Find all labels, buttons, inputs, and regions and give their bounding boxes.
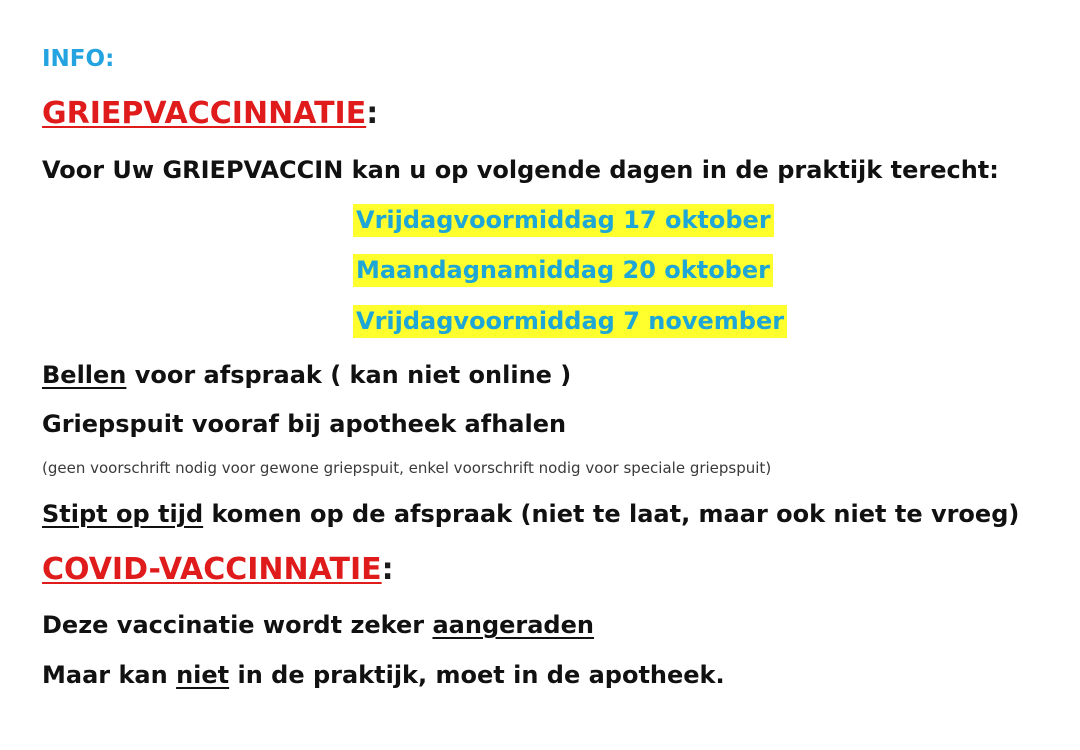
aangeraden-emphasis: aangeraden xyxy=(432,611,594,639)
maar-rest: in de praktijk, moet in de apotheek. xyxy=(229,661,725,689)
stipt-emphasis: Stipt op tijd xyxy=(42,500,204,528)
covid-heading-colon: : xyxy=(381,552,394,587)
voorschrift-note: (geen voorschrift nodig voor gewone griepspuit, enkel voorschrift nodig voor speciale griepspuit) xyxy=(42,459,772,477)
griep-heading xyxy=(42,96,378,131)
covid-heading xyxy=(42,552,394,587)
date-item: Maandagnamiddag 20 oktober xyxy=(353,254,773,287)
deze-line xyxy=(42,611,594,639)
date-item: Vrijdagvoormiddag 7 november xyxy=(353,305,787,338)
date-item: Vrijdagvoormiddag 17 oktober xyxy=(353,204,774,237)
griep-heading-text: GRIEPVACCINNATIE xyxy=(42,96,367,131)
covid-heading-text: COVID-VACCINNATIE xyxy=(42,552,382,587)
bellen-rest: voor afspraak ( kan niet online ) xyxy=(126,361,572,389)
maar-prefix: Maar kan xyxy=(42,661,177,689)
bellen-line xyxy=(42,361,571,389)
niet-emphasis: niet xyxy=(176,661,230,689)
griep-heading-colon: : xyxy=(366,96,379,131)
stipt-rest: komen op de afspraak (niet te laat, maar ook niet te vroeg) xyxy=(203,500,1020,528)
griepspuit-line: Griepspuit vooraf bij apotheek afhalen xyxy=(42,410,567,438)
bellen-emphasis: Bellen xyxy=(42,361,127,389)
griep-intro: Voor Uw GRIEPVACCIN kan u op volgende dagen in de praktijk terecht: xyxy=(42,156,999,184)
deze-prefix: Deze vaccinatie wordt zeker xyxy=(42,611,433,639)
info-label: INFO: xyxy=(42,46,115,72)
stipt-line xyxy=(42,500,1019,528)
maar-line xyxy=(42,661,725,689)
